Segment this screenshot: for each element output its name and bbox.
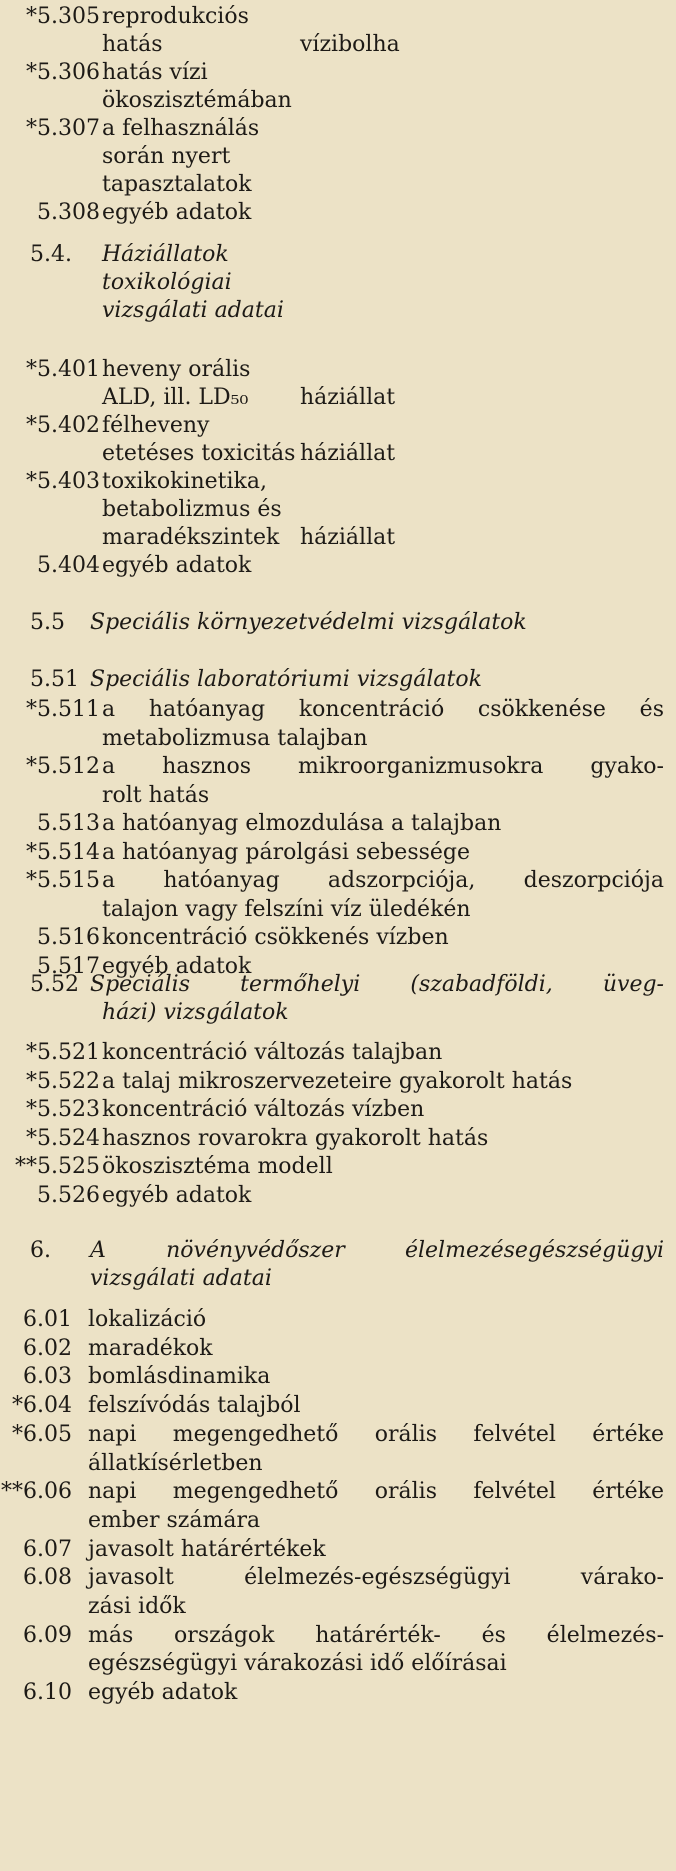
text-line: [0, 923, 676, 953]
item-code: 6.07: [23, 1536, 72, 1562]
item-text: során nyert: [102, 144, 231, 169]
text-line: [0, 240, 676, 270]
text-line: [0, 439, 676, 469]
item-text: toxikokinetika,: [102, 469, 267, 494]
item-text: egyéb adatok: [102, 553, 252, 578]
item-text: felszívódás talajból: [88, 1393, 301, 1419]
item-text: zási idők: [88, 1594, 186, 1619]
item-code: 5.516: [37, 925, 100, 950]
item-text: egészségügyi várakozási idő előírásai: [88, 1651, 507, 1677]
item-text: talajon vagy felszíni víz üledékén: [102, 896, 471, 922]
item-text: javasolt élelmezés-egészségügyi várako-: [88, 1565, 664, 1591]
text-line: [0, 866, 676, 896]
text-line: [0, 523, 676, 553]
item-code: *5.523: [26, 1097, 100, 1122]
item-text: a talaj mikroszervezeteire gyakorolt hatás: [102, 1068, 573, 1094]
text-line: [0, 1621, 676, 1651]
text-line: [0, 752, 676, 782]
text-line: [0, 781, 676, 811]
item-text: egyéb adatok: [102, 200, 252, 225]
text-line: [0, 30, 676, 60]
section-title: Háziállatok: [102, 242, 229, 267]
section-title: vizsgálati adatai: [102, 298, 284, 323]
text-line: [0, 2, 676, 32]
item-code: 5.404: [37, 553, 100, 578]
item-code: *5.521: [26, 1040, 100, 1065]
text-line: [0, 1124, 676, 1154]
item-text: a hatóanyag elmozdulása a talajban: [102, 811, 502, 836]
item-text: heveny orális: [102, 357, 251, 382]
item-code: *5.401: [26, 357, 100, 382]
text-line: [0, 296, 676, 326]
item-code: 6.09: [23, 1622, 72, 1648]
section-title: Speciális laboratóriumi vizsgálatok: [90, 667, 482, 692]
item-code: 6.10: [23, 1680, 72, 1706]
text-line: [0, 467, 676, 497]
item-code: 5.308: [37, 200, 100, 225]
section-title: Speciális termőhelyi (szabadföldi, üveg-: [90, 972, 664, 997]
text-line: [0, 142, 676, 172]
item-code: *5.305: [26, 4, 100, 29]
text-line: [0, 383, 676, 413]
item-code: 5.526: [37, 1182, 100, 1208]
section-title: vizsgálati adatai: [90, 1266, 272, 1291]
item-code: **5.525: [15, 1154, 100, 1179]
text-line: [0, 198, 676, 228]
text-line: [0, 58, 676, 88]
item-text: metabolizmusa talajban: [102, 725, 368, 751]
text-line: [0, 170, 676, 200]
item-text: félheveny: [102, 413, 210, 438]
item-text: a felhasználás: [102, 116, 260, 141]
item-text: napi megengedhető orális felvétel értéke: [88, 1479, 664, 1505]
text-line: [0, 1305, 676, 1335]
item-text: a hasznos mikroorganizmusokra gyako-: [102, 754, 664, 779]
text-line: [0, 355, 676, 385]
text-line: [0, 1592, 676, 1622]
item-text: ökoszisztéma modell: [102, 1154, 333, 1179]
item-code: **6.06: [1, 1479, 72, 1505]
text-line: [0, 1420, 676, 1450]
text-line: [0, 268, 676, 298]
section-title: Speciális környezetvédelmi vizsgálatok: [90, 610, 527, 635]
item-text: lokalizáció: [88, 1307, 207, 1332]
item-code: *5.307: [26, 116, 100, 141]
item-code: 6.02: [23, 1335, 72, 1361]
item-text: hasznos rovarokra gyakorolt hatás: [102, 1125, 489, 1151]
text-line: [0, 1535, 676, 1565]
text-line: [0, 86, 676, 116]
item-text: ember számára: [88, 1507, 261, 1533]
item-text: egyéb adatok: [102, 953, 252, 979]
item-text: egyéb adatok: [102, 1182, 252, 1208]
item-text: javasolt határértékek: [88, 1536, 326, 1562]
item-code: *5.306: [26, 60, 100, 85]
item-text: bomlásdinamika: [88, 1364, 271, 1390]
item-text: maradékszintek: [102, 525, 280, 550]
item-text: etetéses toxicitás: [102, 441, 296, 466]
text-line: [0, 724, 676, 754]
item-code: 6.08: [23, 1565, 72, 1591]
text-line: [0, 809, 676, 839]
text-line: [0, 1678, 676, 1708]
item-text: állatkísérletben: [88, 1450, 263, 1476]
item-code: *5.515: [26, 868, 100, 893]
item-text: ALD, ill. LD₅₀: [102, 385, 249, 410]
text-line: [0, 114, 676, 144]
item-text: maradékok: [88, 1335, 213, 1361]
section-title: A növényvédőszer élelmezésegészségügyi: [90, 1238, 664, 1263]
item-code: *5.522: [26, 1068, 100, 1094]
item-text: betabolizmus és: [102, 497, 282, 522]
section-code: 5.51: [30, 667, 79, 692]
text-line: [0, 495, 676, 525]
item-code: 6.03: [23, 1364, 72, 1390]
item-text: reprodukciós: [102, 4, 249, 29]
text-line: [0, 838, 676, 868]
text-line: [0, 1181, 676, 1211]
item-code: 5.517: [37, 953, 100, 979]
text-line: [0, 1449, 676, 1479]
item-text: tapasztalatok: [102, 172, 252, 197]
section-code: 5.52: [30, 972, 79, 997]
item-side-label: háziállat: [300, 441, 396, 466]
text-line: [0, 1334, 676, 1364]
item-text: hatás: [102, 32, 163, 57]
item-code: *6.05: [12, 1421, 72, 1447]
item-text: koncentráció változás vízben: [102, 1097, 425, 1122]
text-line: [0, 551, 676, 581]
item-code: *5.402: [26, 413, 100, 438]
item-side-label: háziállat: [300, 385, 396, 410]
item-code: *6.04: [12, 1393, 72, 1419]
text-line: [0, 1362, 676, 1392]
text-line: [0, 998, 676, 1028]
item-text: koncentráció csökkenés vízben: [102, 925, 449, 950]
item-text: a hatóanyag párolgási sebessége: [102, 839, 471, 865]
item-side-label: háziállat: [300, 525, 396, 550]
item-code: *5.514: [26, 839, 100, 865]
section-code: 6.: [30, 1238, 51, 1263]
text-line: [0, 895, 676, 925]
text-line: [0, 1095, 676, 1125]
text-line: [0, 1506, 676, 1536]
text-line: [0, 608, 676, 638]
text-line: [0, 970, 676, 1000]
text-line: [0, 1067, 676, 1097]
item-code: *5.512: [26, 754, 100, 779]
text-line: [0, 411, 676, 441]
item-code: *5.524: [26, 1125, 100, 1151]
item-text: a hatóanyag koncentráció csökkenése és: [102, 697, 664, 722]
item-code: *5.403: [26, 469, 100, 494]
item-text: egyéb adatok: [88, 1680, 238, 1706]
item-text: napi megengedhető orális felvétel értéke: [88, 1421, 664, 1447]
item-text: rolt hatás: [102, 782, 210, 808]
text-line: [0, 1563, 676, 1593]
item-text: hatás vízi: [102, 60, 208, 85]
text-line: [0, 1391, 676, 1421]
text-line: [0, 1477, 676, 1507]
section-title: házi) vizsgálatok: [102, 1000, 289, 1025]
text-line: [0, 665, 676, 695]
item-code: 5.513: [37, 811, 100, 836]
item-code: *5.511: [26, 697, 100, 722]
item-text: más országok határérték- és élelmezés-: [88, 1622, 664, 1648]
item-side-label: vízibolha: [300, 32, 400, 57]
section-title: toxikológiai: [102, 270, 232, 295]
text-line: [0, 1038, 676, 1068]
text-line: [0, 1649, 676, 1679]
text-line: [0, 1264, 676, 1294]
item-code: 6.01: [23, 1307, 72, 1332]
section-code: 5.5: [30, 610, 65, 635]
text-line: [0, 1236, 676, 1266]
text-line: [0, 1152, 676, 1182]
section-code: 5.4.: [30, 242, 72, 267]
item-text: a hatóanyag adszorpciója, deszorpciója: [102, 868, 664, 893]
item-text: koncentráció változás talajban: [102, 1040, 443, 1065]
item-text: ökoszisztémában: [102, 88, 292, 113]
text-line: [0, 695, 676, 725]
